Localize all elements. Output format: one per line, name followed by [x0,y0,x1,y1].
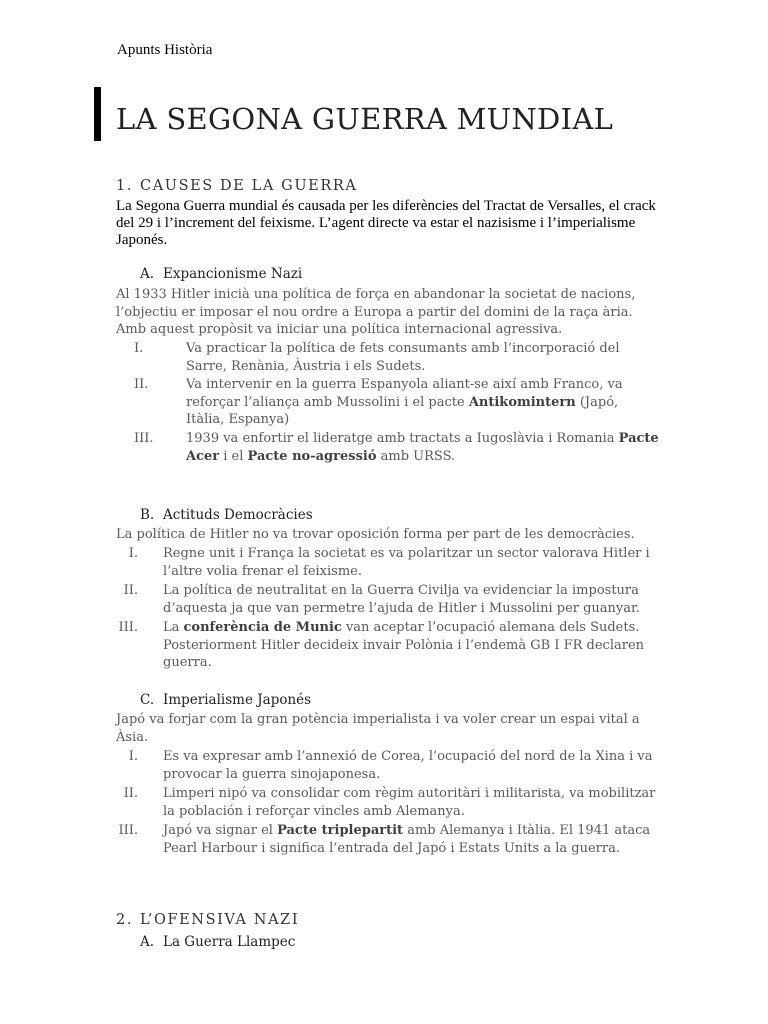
subsection-c-heading [140,692,311,708]
text-run: Regne unit i França la societat es va polaritzar un sector valorava Hitler i l’altre volia frenar el feixisme. [163,546,650,579]
text-run: Japó va signar el [163,823,278,838]
section-2-title: L’OFENSIVA NAZI [140,912,300,928]
subsection-c-title: Imperialisme Japonés [163,692,312,708]
section-2-subsection-a-heading [140,934,295,950]
text-run: Es va expresar amb l’annexió de Corea, l’ocupació del nord de la Xina i va provocar la guerra sinojaponesa. [163,749,653,782]
subsection-a-letter: A. [140,266,155,282]
list-item-text [186,430,660,465]
text-run: (Japó, Itàlia, Espanya) [186,394,619,427]
subsection-a-title: Expancionisme Nazi [163,266,303,282]
subsection-c-letter: C. [140,692,155,708]
text-run: van aceptar l’ocupació alemana dels Sudets. Posteriorment Hitler decideix invair Polònia i l’endemà GB I FR declaren guerra. [163,620,645,670]
section-2-number: 2. [116,912,134,928]
subsection-b-heading [140,507,313,523]
list-item-text [163,785,660,820]
list-item-number: II. [134,377,149,392]
list-item-number: III. [134,431,154,446]
section-2-subsection-a-letter: A. [140,934,155,950]
text-run: Va intervenir en la guerra Espanyola aliant-se així amb Franco, va reforçar l’aliança amb Mussolini i el pacte [186,377,623,410]
text-run: La [163,620,184,635]
list-item-number: II. [123,786,138,801]
page-header: Apunts Història [117,42,213,58]
bold-term: conferència de Munic [183,620,342,635]
text-run: amb URSS. [376,448,456,464]
list-item-number: I. [128,749,138,764]
subsection-c-paragraph: Japó va forjar com la gran potència imperialista i va voler crear un espai vital a Àsia. [116,712,640,745]
text-run: 1939 va enfortir el lideratge amb tractats a Iugoslàvia i Romania [186,431,619,446]
section-2-heading [116,912,299,928]
title-accent-bar [94,87,101,141]
list-item-text [163,822,660,857]
text-run: Limperi nipó va consolidar com règim autoritàri i militarista, va mobilitzar la población i reforçar vincles amb Alemanya. [163,786,656,819]
list-item-text [163,582,660,617]
list-item-number: II. [123,583,138,598]
text-run: Va practicar la política de fets consumants amb l’incorporació del Sarre, Renània, Àustria i els Sudets. [186,341,620,374]
section-1-number: 1. [116,178,134,194]
subsection-b-letter: B. [140,507,155,523]
section-1-heading [116,178,357,194]
list-item-number: III. [118,823,138,838]
text-run: i el [219,448,248,464]
list-item-text [186,376,660,429]
text-run: La política de neutralitat en la Guerra Civilja va evidenciar la impostura d’aquesta ja que van permetre l’ajuda de Hitler i Mussolini per guanyar. [163,583,640,616]
bold-term: Pacte Acer [186,431,659,464]
subsection-b-title: Actituds Democràcies [163,507,313,523]
section-2-subsection-a-title: La Guerra Llampec [163,934,296,950]
bold-term: Pacte triplepartit [277,823,404,838]
list-item-number: I. [128,546,138,561]
list-item-text [186,340,660,375]
section-1-title: CAUSES DE LA GUERRA [140,178,358,194]
list-item-text [163,545,660,580]
list-item-text [163,619,660,672]
subsection-a-heading [140,266,302,282]
subsection-a-paragraph: Al 1933 Hitler inicià una política de força en abandonar la societat de nacions, l’objectiu er imposar el nou ordre a Europa a partir del domini de la raça ària. Amb aquest propòsit va iniciar una política internacional agressiva. [116,287,636,337]
page-title: LA SEGONA GUERRA MUNDIAL [116,102,614,136]
list-item-number: III. [118,620,138,635]
bold-term: Pacte no-agressió [247,448,377,464]
text-run: amb Alemanya i Itàlia. El 1941 ataca Pearl Harbour i significa l’entrada del Japó i Estats Units a la guerra. [163,823,651,856]
list-item-number: I. [134,341,144,356]
subsection-b-paragraph: La política de Hitler no va trovar oposición forma per part de les democràcies. [116,527,635,542]
section-1-intro: La Segona Guerra mundial és causada per les diferències del Tractat de Versalles, el crack del 29 i l’increment del feixisme. L’agent directe va estar el nazisisme i l’imperialisme Japonés. [116,198,656,248]
bold-term: Antikomintern [468,394,576,410]
list-item-text [163,748,660,783]
